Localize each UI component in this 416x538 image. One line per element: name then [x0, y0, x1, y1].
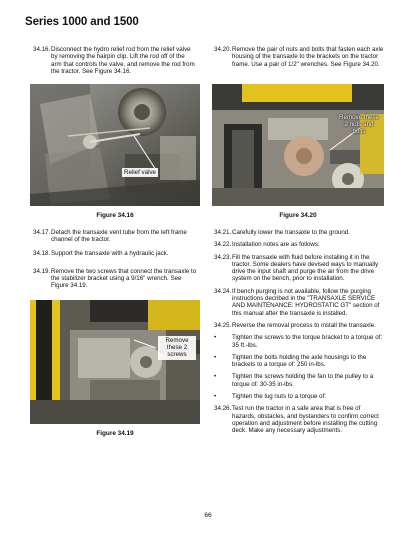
figure-34-20-caption: Figure 34.20 — [279, 212, 317, 219]
figure-34-16-photo — [30, 84, 200, 206]
transaxle-stabilizer-image — [30, 300, 200, 424]
step-text: Support the transaxle with a hydraulic jack. — [51, 249, 169, 257]
step-number: 34.18. — [33, 249, 51, 257]
step-34-16 — [33, 46, 197, 75]
torque-bullet — [214, 393, 384, 400]
section-title: Series 1000 and 1500 — [25, 16, 139, 28]
bullet-text: Tighten the bolts holding the axle housings to the brackets to a torque of: 250 in-lbs. — [232, 353, 367, 369]
step-number: 34.24. — [214, 287, 232, 295]
step-number: 34.17. — [33, 229, 51, 236]
step-text: Test run the tractor in a safe area that is free of hazards, obstacles, and bystanders to confirm correct operation and adjustment before installing the cutting deck. Make any necessary adjustments. — [232, 405, 379, 435]
step-34-26 — [214, 405, 384, 434]
step-34-21 — [214, 229, 384, 236]
bullet-mark: • — [214, 373, 217, 381]
step-text: If bench purging is not available, follow the purging instructions decribed in the "TRANSAXLE SERVICE AND MAINTENANCE: HYDROSTATIC GT" section of this manual after the transaxle is installed. — [232, 287, 380, 317]
torque-bullet — [214, 354, 384, 369]
step-34-23 — [214, 254, 384, 283]
bullet-text: Tighten the screws to the torque bracket to a torque of: 35 ft.-lbs. — [232, 334, 383, 349]
step-text: Reverse the removal process to install the transaxle. — [232, 321, 376, 329]
transaxle-brackets-image — [212, 84, 384, 206]
engine-relief-valve-image — [30, 84, 200, 206]
relief-valve-callout: Relief valve — [124, 169, 156, 176]
step-34-20 — [214, 46, 384, 68]
step-34-19 — [33, 268, 197, 290]
step-number: 34.19. — [33, 267, 51, 275]
step-text: Detach the transaxle vent tube from the left frame channel of the tractor. — [51, 229, 187, 244]
right-column-mid — [214, 229, 384, 439]
remove-screws-callout: Remove these 2 screws — [158, 336, 196, 360]
figure-34-20-photo — [212, 84, 384, 206]
figure-34-19-photo — [30, 300, 200, 424]
step-number: 34.20. — [214, 46, 232, 53]
step-text: Remove the pair of nuts and bolts that fasten each axle housing of the transaxle to the brackets on the tractor frame. Use a pair of 1/2" wrenches. See Figure 34.20. — [232, 46, 384, 68]
bullet-mark: • — [214, 353, 217, 361]
step-34-24 — [214, 288, 384, 317]
step-number: 34.23. — [214, 253, 232, 261]
left-column-mid — [33, 229, 197, 294]
step-number: 34.25. — [214, 321, 232, 329]
right-column-top — [214, 46, 384, 72]
bullet-text: Tighten the lug nuts to a torque of: — [232, 393, 327, 401]
left-column-top — [33, 46, 197, 79]
step-text: Fill the transaxle with fluid before installing it in the tractor. Some dealers have devised ways to manually drive the input shaft and purge the air from the drive system on the bench, prior to installation. — [232, 253, 379, 283]
step-34-18 — [33, 250, 197, 257]
step-text: Disconnect the hydro relief rod from the relief valve by removing the hairpin clip. Lift the rod off of the arm that controls the valve, and remove the rod from the tractor. See Figure 34.16. — [51, 46, 195, 75]
torque-bullet — [214, 373, 384, 388]
bullet-text: Tighten the screws holding the fan to the pulley to a torque of: 30-35 in-lbs. — [232, 373, 374, 388]
figure-34-16-caption: Figure 34.16 — [96, 212, 134, 219]
step-text: Installation notes are as follows: — [232, 241, 320, 249]
step-text: Carefully lower the transaxle to the ground. — [232, 229, 350, 236]
step-number: 34.26. — [214, 405, 232, 413]
torque-bullet — [214, 334, 384, 349]
figure-34-19-caption: Figure 34.19 — [96, 430, 134, 437]
step-34-17 — [33, 229, 197, 244]
step-number: 34.21. — [214, 229, 232, 236]
step-number: 34.16. — [33, 46, 51, 53]
step-34-22 — [214, 241, 384, 248]
remove-nuts-bolts-callout: Remove these 2 nuts and bolts — [339, 114, 379, 135]
step-number: 34.22. — [214, 241, 232, 249]
bullet-mark: • — [214, 393, 217, 401]
page-number: 66 — [204, 512, 212, 519]
step-34-25 — [214, 322, 384, 329]
step-text: Remove the two screws that connect the transaxle to the stabilizer bracket using a 9/16" wrench. See Figure 34.19. — [51, 267, 197, 290]
bullet-mark: • — [214, 334, 217, 342]
